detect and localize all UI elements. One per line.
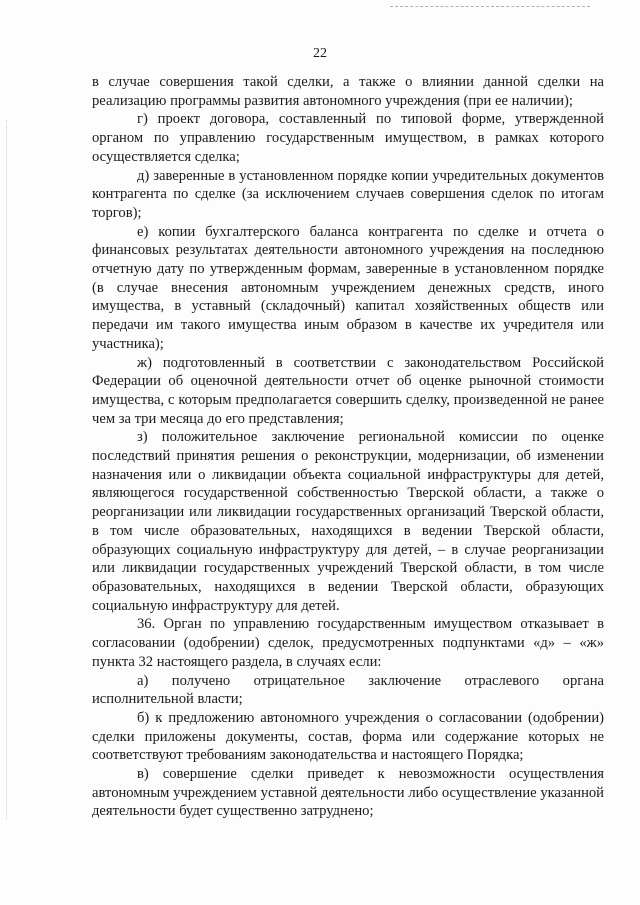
scan-margin-artifact (6, 120, 9, 820)
paragraph-item-zh: ж) подготовленный в соответствии с законодательством Российской Федерации об оценочной деятельности отчет об оценке рыночной стоимости имущества, с которым предполагается совершить сделку, произведенной не ранее чем за три месяца до его представления; (92, 354, 604, 427)
paragraph-continuation: в случае совершения такой сделки, а также о влиянии данной сделки на реализацию программы развития автономного учреждения (при ее наличии); (92, 74, 604, 109)
paragraph-item-g: г) проект договора, составленный по типовой форме, утвержденной органом по управлению государственным имуществом, в рамках которого осуществляется сделка; (92, 111, 604, 165)
paragraph-item-b: б) к предложению автономного учреждения о согласовании (одобрении) сделки приложены документы, состав, форма или содержание которых не соответствуют требованиям законодательства и настоящего Порядка; (92, 709, 604, 764)
paragraph-item-z: з) положительное заключение региональной комиссии по оценке последствий принятия решения о реконструкции, модернизации, об изменении назначения или о ликвидации объекта социальной инфраструктуры для детей, являющегося государственной собственностью Тверской области, а также о реорганизации или ликвидации государственных организаций Тверской области, в том числе образовательных, находящихся в ведении Тверской области, образующих социальную инфраструктуру для детей, – в случае реорганизации или ликвидации государственных учреждений Тверской области, в том числе образовательных, находящихся в ведении Тверской области, образующих социальную инфраструктуру для детей. (92, 429, 604, 614)
document-body (92, 73, 604, 821)
paragraph-item-a: а) получено отрицательное заключение отраслевого органа исполнительной власти; (92, 672, 604, 708)
paragraph-item-e: е) копии бухгалтерского баланса контрагента по сделке и отчета о финансовых результатах деятельности автономного учреждения на последнюю отчетную дату по утвержденным формам, заверенные в установленном порядке (в случае внесения автономным учреждением денежных средств, иного имущества, в уставный (складочный) капитал хозяйственных обществ или передачи им такого имущества иным образом в качестве их учредителя или участника); (92, 223, 604, 352)
paragraph-item-d: д) заверенные в установленном порядке копии учредительных документов контрагента по сделке (за исключением случаев совершения сделок по итогам торгов); (92, 167, 604, 221)
scan-artifact-line (390, 6, 590, 7)
paragraph-section-36: 36. Орган по управлению государственным имуществом отказывает в согласовании (одобрении) сделок, предусмотренных подпунктами «д» – «ж» пункта 32 настоящего раздела, в случаях если: (92, 616, 604, 670)
page-number: 22 (313, 46, 327, 61)
paragraph-item-v: в) совершение сделки приведет к невозможности осуществления автономным учреждением уставной деятельности либо осуществление указанной деятельности будет существенно затруднено; (92, 766, 604, 820)
